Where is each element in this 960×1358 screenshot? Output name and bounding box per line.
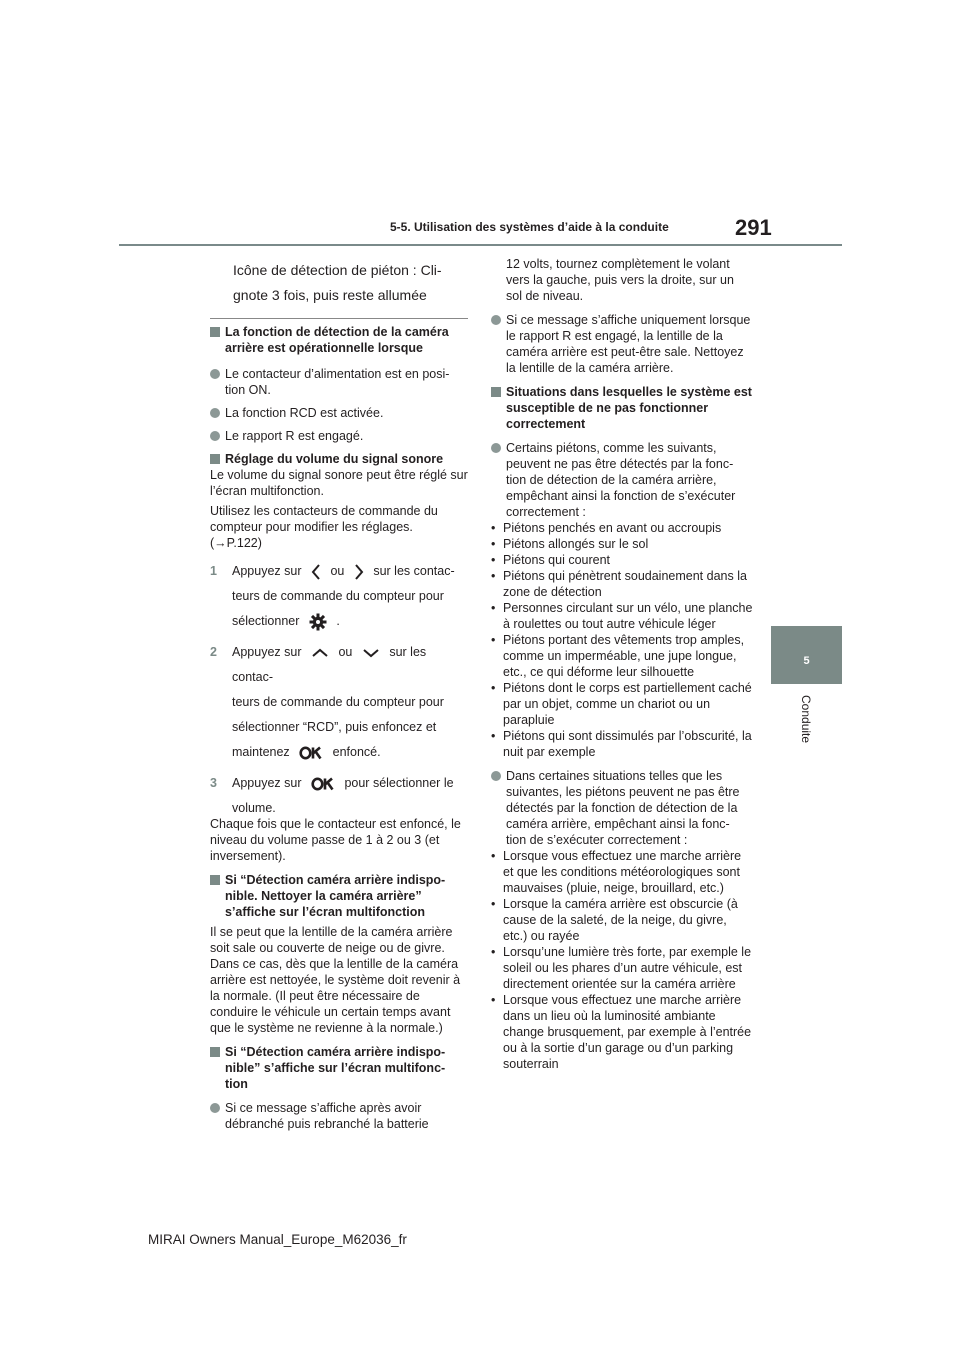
list-item: • Piétons portant des vêtements trop amples, comme un imperméable, une jupe longue, etc., ce qui déforme leur silhouette — [491, 632, 753, 680]
step-2-text-a: Appuyez sur — [232, 645, 302, 659]
step-2-text-e: maintenez — [232, 745, 290, 759]
heading-volume: Réglage du volume du signal sonore — [210, 451, 468, 467]
list-item: • Lorsque vous effectuez une marche arrière dans un lieu où la luminosité ambiante change brusquement, par exemple à l’entrée ou à la sortie d’un garage ou d’un parking souterrain — [491, 992, 753, 1072]
bullet-pedestrians: Certains piétons, comme les suivants, peuvent ne pas être détectés par la fonc- tion de détection de la caméra arrière, empêchant ainsi la fonction de s’exécuter correctement : — [491, 440, 753, 520]
list-item: • Piétons qui courent — [491, 552, 753, 568]
list-item: • Piétons dont le corps est partiellement caché par un objet, comme un chariot ou un parapluie — [491, 680, 753, 728]
situation-list — [491, 848, 753, 1072]
step-3-text-a: Appuyez sur — [232, 776, 302, 790]
list-item: • Piétons allongés sur le sol — [491, 536, 753, 552]
page-reference: (→P.122) — [210, 536, 262, 550]
step-1-text-a: Appuyez sur — [232, 564, 302, 578]
paragraph-steering: 12 volts, tournez complètement le volant vers la gauche, puis vers la droite, sur un sol de niveau. — [506, 257, 734, 303]
caption-line-2: gnote 3 fois, puis reste allumée — [233, 287, 427, 303]
step-1 — [210, 559, 468, 634]
step-1-text-b: sur les contac- — [373, 564, 455, 578]
right-column — [491, 256, 753, 1072]
left-column — [210, 324, 468, 1132]
ok-icon — [299, 746, 323, 760]
list-item: • Lorsqu’une lumière très forte, par exemple le soleil ou les phares d’un autre véhicule, est directement orientée sur la caméra arrière — [491, 944, 753, 992]
icon-caption — [233, 258, 442, 308]
step-3-text-c: volume. — [232, 801, 276, 815]
step-2-or: ou — [338, 645, 353, 659]
section-title: 5-5. Utilisation des systèmes d’aide à la conduite — [390, 220, 669, 234]
step-1-text-e: . — [336, 614, 340, 628]
heading-clean-camera-message: Si “Détection caméra arrière indispo- nible. Nettoyer la caméra arrière” s’affiche sur l’écran multifonction — [210, 872, 468, 920]
list-item: • Lorsque la caméra arrière est obscurcie (à cause de la saleté, de la neige, du givre, etc.) ou rayée — [491, 896, 753, 944]
bullet-situations: Dans certaines situations telles que les suivantes, les piétons peuvent ne pas être détectés par la fonction de détection de la caméra arrière, empêchant ainsi la fonc- tion de s’exécuter correctement : — [491, 768, 753, 848]
chapter-label — [786, 695, 813, 756]
caption-line-1: Icône de détection de piéton : Cli- — [233, 262, 442, 278]
heading-rear-camera-operational: La fonction de détection de la caméra arrière est opérationnelle lorsque — [210, 324, 468, 356]
chevron-left-icon — [311, 563, 321, 581]
chevron-up-icon — [311, 648, 329, 658]
list-item: • Piétons penchés en avant ou accroupis — [491, 520, 753, 536]
gear-icon — [309, 613, 327, 631]
step-2-number: 2 — [210, 645, 217, 659]
step-1-number: 1 — [210, 564, 217, 578]
step-1-or: ou — [330, 564, 345, 578]
bullet-battery: Si ce message s’affiche après avoir débranché puis rebranché la batterie — [210, 1100, 468, 1132]
step-1-text-d: sélectionner — [232, 614, 300, 628]
bullet-power-on: Le contacteur d’alimentation est en posi- tion ON. — [210, 366, 468, 398]
pedestrian-list — [491, 520, 753, 760]
list-item: • Piétons qui sont dissimulés par l’obscurité, la nuit par exemple — [491, 728, 753, 760]
step-2-text-c: teurs de commande du compteur pour — [232, 695, 444, 709]
list-item: • Piétons qui pénètrent soudainement dans la zone de détection — [491, 568, 753, 600]
step-2-text-f: enfoncé. — [332, 745, 381, 759]
paragraph-controls: Utilisez les contacteurs de commande du compteur pour modifier les réglages. — [210, 504, 438, 534]
step-3-text-b: pour sélectionner le — [344, 776, 454, 790]
list-item: • Lorsque vous effectuez une marche arrière et que les conditions météorologiques sont mauvaises (pluie, neige, brouillard, etc.) — [491, 848, 753, 896]
footer-text: MIRAI Owners Manual_Europe_M62036_fr — [148, 1232, 407, 1247]
bullet-reverse: Le rapport R est engagé. — [210, 428, 468, 444]
list-item: • Personnes circulant sur un vélo, une planche à roulettes ou tout autre véhicule léger — [491, 600, 753, 632]
step-1-text-c: teurs de commande du compteur pour — [232, 589, 444, 603]
step-2 — [210, 640, 468, 765]
step-2-text-d: sélectionner “RCD”, puis enfoncez et — [232, 720, 437, 734]
step-2-text-b: sur les contac- — [232, 645, 427, 684]
bullet-rcd-on: La fonction RCD est activée. — [210, 405, 468, 421]
header-divider — [119, 244, 842, 246]
chevron-down-icon — [362, 648, 380, 658]
ok-icon — [311, 777, 335, 791]
page-number: 291 — [735, 215, 772, 240]
heading-limitations: Situations dans lesquelles le système est susceptible de ne pas fonctionner correctement — [491, 384, 753, 432]
paragraph-dirty-lens: Il se peut que la lentille de la caméra arrière soit sale ou couverte de neige ou de givre. Dans ce cas, dès que la lentille de la caméra arrière est nettoyée, le système doit revenir à la normale. (Il peut être nécessaire de conduire le véhicule un certain temps avant que le système ne revienne à la normale.) — [210, 925, 461, 1035]
paragraph-volume: Le volume du signal sonore peut être réglé sur l’écran multifonction. — [210, 468, 468, 498]
chevron-right-icon — [354, 563, 364, 581]
chapter-tab: 5 — [771, 626, 842, 684]
paragraph-volume-levels: Chaque fois que le contacteur est enfoncé, le niveau du volume passe de 1 à 2 ou 3 (et inversement). — [210, 817, 461, 863]
heading-camera-unavailable: Si “Détection caméra arrière indispo- nible” s’affiche sur l’écran multifonc- tion — [210, 1044, 468, 1092]
step-3 — [210, 771, 468, 816]
step-3-number: 3 — [210, 776, 217, 790]
caption-separator — [210, 318, 468, 319]
chapter-name: Conduite — [799, 695, 813, 744]
bullet-reverse-dirty: Si ce message s’affiche uniquement lorsque le rapport R est engagé, la lentille de la caméra arrière est peut-être sale. Nettoyez la lentille de la caméra arrière. — [491, 312, 753, 376]
